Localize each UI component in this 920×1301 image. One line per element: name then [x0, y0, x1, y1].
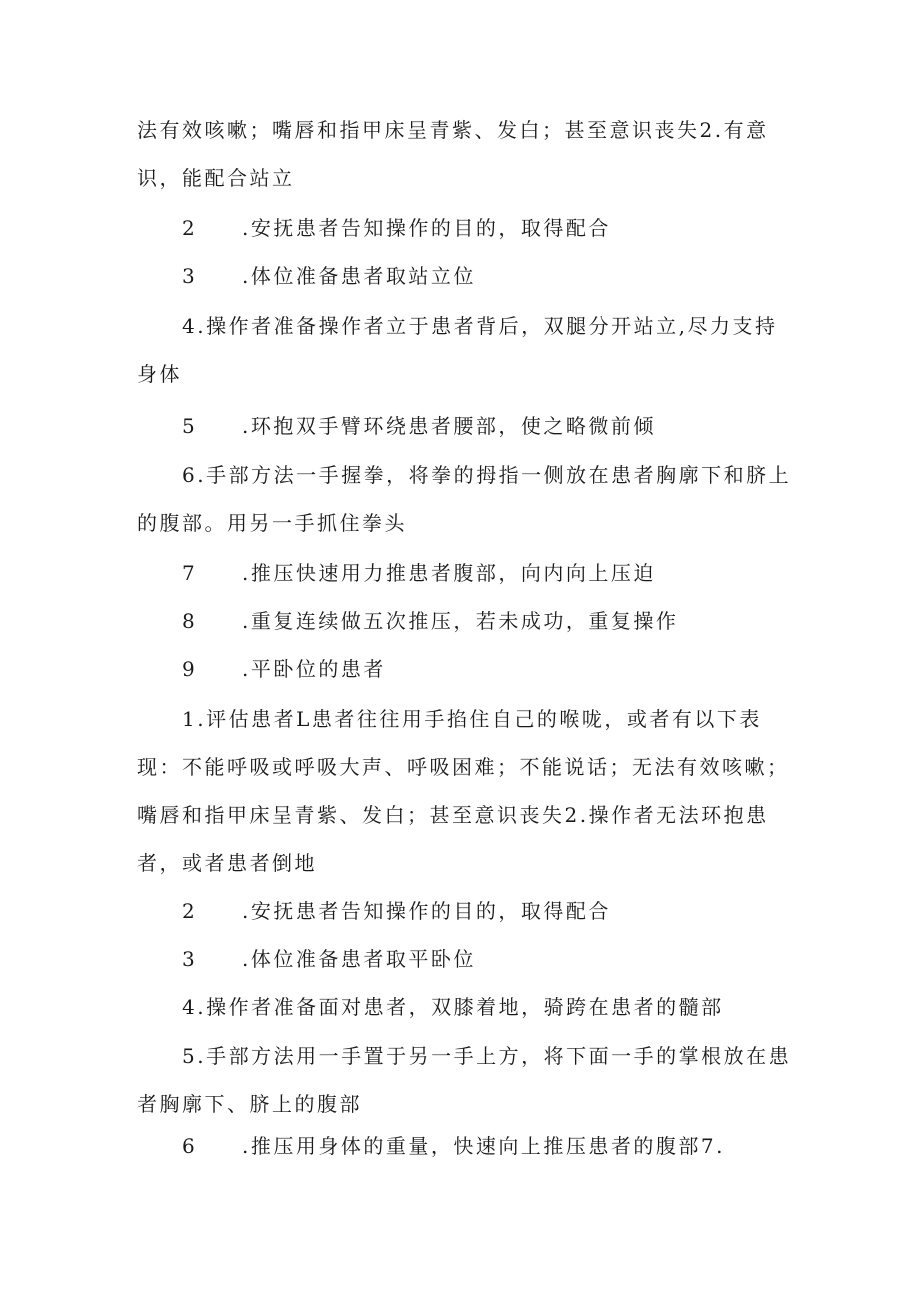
step-text: .安抚患者告知操作的目的，取得配合 — [242, 899, 611, 923]
step-text: .平卧位的患者 — [242, 657, 386, 681]
step-text: .推压用身体的重量，快速向上推压患者的腹部7. — [242, 1134, 725, 1158]
step-thrust — [182, 549, 656, 597]
step-text: .推压快速用力推患者腹部，向内向上压迫 — [242, 561, 656, 585]
step-position-supine — [182, 935, 476, 983]
step-number: 8 — [182, 609, 198, 633]
step-text: .安抚患者告知操作的目的，取得配合 — [242, 216, 611, 240]
step-number: 3 — [182, 947, 198, 971]
step-text: .环抱双手臂环绕患者腰部，使之略微前倾 — [242, 414, 656, 438]
step-text: .体位准备患者取站立位 — [242, 264, 476, 288]
paragraph-continued-assessment: 法有效咳嗽；嘴唇和指甲床呈青紫、发白；甚至意识丧失2.有意识，能配合站立 — [137, 118, 769, 190]
step-supine-patient — [182, 645, 386, 693]
step-repeat — [182, 597, 678, 645]
paragraph-hand-method: 6.手部方法一手握拳，将拳的拇指一侧放在患者胸廓下和脐上的腹部。用另一手抓住拳头 — [137, 463, 792, 535]
step-number: 6 — [182, 1134, 198, 1158]
step-position-standing — [182, 252, 476, 300]
step-number: 5 — [182, 414, 198, 438]
step-number: 7 — [182, 561, 198, 585]
step-text: .重复连续做五次推压，若未成功，重复操作 — [242, 609, 679, 633]
step-number: 2 — [182, 216, 198, 240]
step-calm-patient — [182, 204, 611, 252]
paragraph-assess-supine: 1.评估患者L患者往往用手掐住自己的喉咙，或者有以下表现：不能呼吸或呼吸大声、呼吸困难；不能说话；无法有效咳嗽；嘴唇和指甲床呈青紫、发白；甚至意识丧失2.操作者无法环抱患者，或者患者倒地 — [137, 707, 790, 875]
paragraph-hand-method-supine: 5.手部方法用一手置于另一手上方，将下面一手的掌根放在患者胸廓下、脐上的腹部 — [137, 1044, 792, 1116]
paragraph-operator-kneel: 4.操作者准备面对患者，双膝着地，骑跨在患者的髓部 — [182, 995, 724, 1019]
step-number: 9 — [182, 657, 198, 681]
step-embrace — [182, 402, 656, 450]
step-number: 3 — [182, 264, 198, 288]
step-thrust-supine — [182, 1122, 725, 1170]
paragraph-operator-prepare: 4.操作者准备操作者立于患者背后，双腿分开站立,尽力支持身体 — [137, 314, 778, 386]
step-number: 2 — [182, 899, 198, 923]
step-calm-patient-supine — [182, 887, 611, 935]
step-text: .体位准备患者取平卧位 — [242, 947, 476, 971]
